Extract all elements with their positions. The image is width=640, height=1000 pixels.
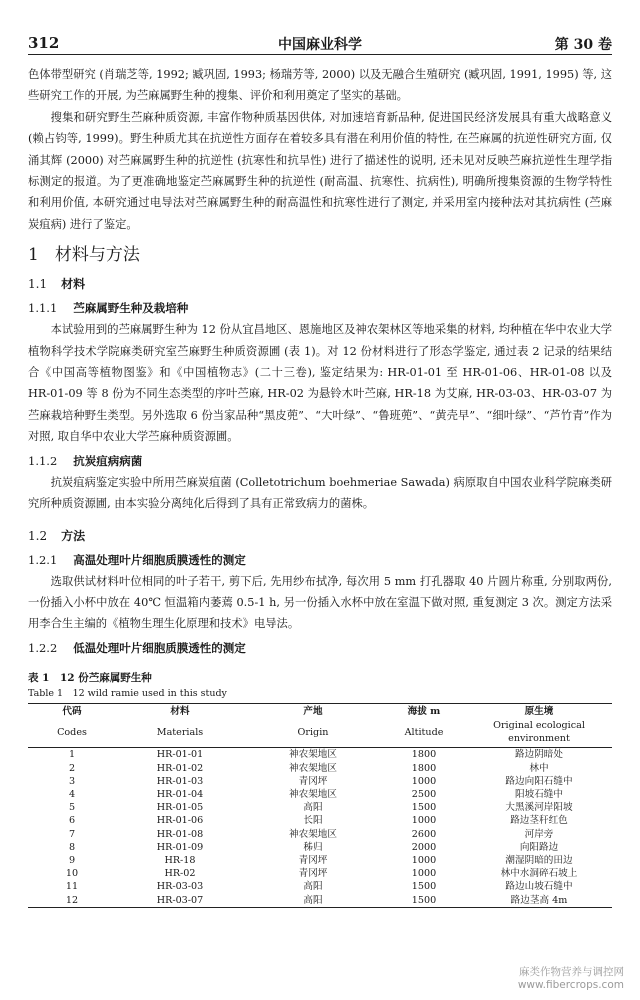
table-cell: 路边向阳石缝中: [505, 775, 573, 787]
page-number: 312: [28, 34, 60, 52]
table-cell: 高阳: [303, 881, 323, 893]
header-cell: Altitude: [382, 718, 466, 748]
journal-title: 中国麻业科学: [278, 37, 362, 53]
watermark-name: 麻类作物营养与调控网: [519, 966, 624, 978]
subsection-title: 低温处理叶片细胞质膜透性的测定: [73, 640, 246, 655]
table-cell: 高阳: [303, 894, 323, 906]
table-cell: 12: [65, 894, 79, 906]
table-cell: HR-01-02: [156, 762, 204, 774]
table-cell: 10: [65, 868, 79, 880]
table-row: [28, 801, 612, 814]
table-cell: HR-01-09: [156, 841, 204, 853]
table-row: [28, 814, 612, 827]
table-row: [28, 762, 612, 775]
table-cell: 高阳: [303, 802, 323, 814]
subsection-number: 1.1: [28, 277, 48, 292]
table-cell: 大黑溪河岸阳坡: [505, 802, 573, 814]
table-row: [28, 894, 612, 908]
table-row: [28, 748, 612, 762]
section-title: 材料与方法: [54, 245, 140, 266]
table-cell: 阳坡石缝中: [515, 788, 563, 800]
subsection-heading-1-2: [28, 525, 612, 547]
table-cell: 8: [68, 841, 76, 853]
table-cell: 青冈坪: [298, 775, 328, 787]
running-header: [28, 30, 612, 55]
table-cell: 1500: [411, 802, 437, 814]
subsection-title: 苎麻属野生种及栽培种: [73, 301, 189, 316]
subsection-heading-1-2-1: [28, 549, 612, 571]
table-cell: HR-18: [164, 854, 196, 866]
table-cell: 2000: [411, 841, 437, 853]
table-cell: HR-01-04: [156, 788, 204, 800]
header-cell: 产地: [303, 705, 323, 717]
table-cell: 神农架地区: [289, 749, 337, 761]
table-cell: 1800: [411, 749, 437, 761]
table-cell: 1: [68, 749, 76, 761]
table-cell: 1500: [411, 894, 437, 906]
table-cell: 1800: [411, 762, 437, 774]
wild-ramie-table: [28, 703, 612, 908]
volume-label: 第 30 卷: [554, 37, 612, 53]
table-cell: 秭归: [303, 841, 323, 853]
table-cell: 长阳: [303, 815, 323, 827]
table-cell: 4: [68, 788, 76, 800]
table-cell: HR-01-01: [156, 749, 204, 761]
table-cell: 11: [65, 881, 79, 893]
table-cell: 神农架地区: [289, 762, 337, 774]
table-row: [28, 841, 612, 854]
article-body: [28, 64, 612, 908]
table-cell: HR-01-03: [156, 775, 204, 787]
header-cell: Codes: [28, 718, 116, 748]
table-cell: 河岸旁: [524, 828, 554, 840]
subsection-heading-1-2-2: [28, 637, 612, 659]
header-cell: 原生境: [524, 705, 554, 717]
watermark: [518, 966, 624, 992]
table-caption-en: Table 1 12 wild ramie used in this study: [28, 687, 227, 699]
table-cell: HR-03-03: [156, 881, 204, 893]
table-cell: 7: [68, 828, 76, 840]
subsection-heading-1-1-1: [28, 297, 612, 319]
subsection-number: 1.2.2: [28, 640, 58, 655]
table-cell: 3: [68, 775, 76, 787]
table-cell: 潮湿阴暗的田边: [505, 854, 573, 866]
table-cell: 6: [68, 815, 76, 827]
table-cell: 2: [68, 762, 76, 774]
table-cell: HR-01-06: [156, 815, 204, 827]
intro-paragraph-1: 色体带型研究 (肖瑞芝等, 1992; 臧巩固, 1993; 杨瑞芳等, 2000) 以及无融合生殖研究 (臧巩固, 1991, 1995) 等, 这些研究工作的开展, 为苎麻属野生种的搜集、评价和利用奠定了坚实的基础。: [28, 68, 612, 103]
pathogen-paragraph: 抗炭疽病鉴定实验中所用苎麻炭疽菌 (Colletotrichum boehmeriae Sawada) 病原取自中国农业科学院麻类研究所种质资源圃, 由本实验分离纯化后得到了具有正常致病力的菌株。: [28, 475, 612, 511]
table-body: [28, 748, 612, 907]
subsection-number: 1.1.2: [28, 453, 58, 468]
subsection-number: 1.1.1: [28, 301, 58, 316]
intro-paragraph-2: 搜集和研究野生苎麻种质资源, 丰富作物种质基因供体, 对加速培育新品种, 促进国民经济发展具有重大战略意义 (赖占钧等, 1999)。野生种质尤其在抗逆性方面存在着较多具有潜在利用价值的特性, 在苎麻属的抗逆性研究方面, 仅涌其辉 (2000) 对苎麻属野生种的抗逆性 (抗寒性和抗旱性) 进行了描述性的说明, 还未见对反映苎麻抗逆性生理学指标测定的报道。为了更准确地鉴定苎麻属野生种的抗逆性 (耐高温、抗寒性、抗病性), 明确所搜集资源的生物学特性和利用价值, 本研究通过电导法对苎麻属野生种的耐高温性和抗寒性进行了测定, 并采用室内接种法对其抗病性 (苎麻炭疽病) 进行了鉴定。: [28, 110, 612, 231]
header-cell: Materials: [116, 718, 244, 748]
table-header-en: [28, 718, 612, 748]
table-cell: 9: [68, 854, 76, 866]
table-cell: 路边茎秆红色: [510, 815, 568, 827]
table-cell: 路边山坡石缝中: [505, 881, 573, 893]
header-cell: Original ecological environment: [466, 718, 612, 748]
table-cell: HR-01-08: [156, 828, 204, 840]
subsection-title: 高温处理叶片细胞质膜透性的测定: [73, 552, 246, 567]
subsection-heading-1-1: [28, 273, 612, 295]
table-cell: 2500: [411, 788, 437, 800]
table-cell: HR-01-05: [156, 802, 204, 814]
table-cell: 5: [68, 802, 76, 814]
header-cell: 代码: [62, 705, 82, 717]
table-cell: 神农架地区: [289, 788, 337, 800]
table-row: [28, 775, 612, 788]
high-temp-method-paragraph: 选取供试材料叶位相同的叶子若干, 剪下后, 先用纱布拭净, 每次用 5 mm 打孔器取 40 片圆片称重, 分别取两份, 一份插入小杯中放在 40℃ 恒温箱内萎蔫 0.5-1 h, 另一份插入水杯中放在室温下做对照, 重复测定 3 次。测定方法采用李合生主编的《植物生理生化原理和技术》电导法。: [28, 574, 612, 631]
table-row: [28, 867, 612, 880]
section-heading-1: [28, 241, 612, 269]
table-caption: [28, 671, 612, 701]
header-cell: 海拔 m: [407, 705, 441, 717]
table-cell: HR-02: [164, 868, 196, 880]
table-row: [28, 828, 612, 841]
table-cell: 向阳路边: [519, 841, 559, 853]
table-cell: 青冈坪: [298, 854, 328, 866]
subsection-title: 材料: [61, 277, 86, 292]
watermark-url: www.fibercrops.com: [517, 979, 624, 991]
table-cell: 路边茎高 4m: [510, 894, 568, 906]
header-cell: Origin: [244, 718, 382, 748]
subsection-number: 1.2.1: [28, 552, 58, 567]
materials-paragraph: 本试验用到的苎麻属野生种为 12 份从宜昌地区、恩施地区及神农架林区等地采集的材料, 均种植在华中农业大学植物科学技术学院麻类研究室苎麻野生种质资源圃 (表 1)。对 12 份材料进行了形态学鉴定, 通过表 2 记录的结果结合《中国高等植物图鉴》和《中国植物志》(二十三卷), 鉴定结果为: HR-01-01 至 HR-01-06、HR-01-08 以及 HR-01-09 等 8 份为不同生态类型的序叶苎麻, HR-02 为悬铃木叶苎麻, HR-18 为艾麻, HR-03-03、HR-03-07 为苎麻栽培种野生类型。另外选取 6 份当家品种“黑皮蔸”、“大叶绿”、“鲁班蔸”、“黄壳早”、“细叶绿”、“芦竹青”作为对照, 取自华中农业大学苎麻种质资源圃。: [28, 323, 612, 444]
table-cell: 1000: [411, 868, 437, 880]
table-header-cn: [28, 703, 612, 718]
subsection-title: 方法: [61, 528, 86, 543]
table-cell: 1000: [411, 775, 437, 787]
table-cell: 神农架地区: [289, 828, 337, 840]
table-cell: 路边阴暗处: [515, 749, 563, 761]
header-cell: 材料: [170, 705, 190, 717]
subsection-title: 抗炭疽病病菌: [73, 453, 143, 468]
subsection-number: 1.2: [28, 528, 48, 543]
section-number: 1: [28, 245, 39, 266]
table-cell: 林中: [529, 762, 549, 774]
table-cell: HR-03-07: [156, 894, 204, 906]
table-row: [28, 880, 612, 893]
table-caption-cn: 表 1 12 份苎麻属野生种: [28, 671, 152, 684]
table-cell: 1000: [411, 854, 437, 866]
table-cell: 2600: [411, 828, 437, 840]
table-cell: 1500: [411, 881, 437, 893]
table-cell: 1000: [411, 815, 437, 827]
table-row: [28, 854, 612, 867]
table-row: [28, 788, 612, 801]
table-cell: 青冈坪: [298, 868, 328, 880]
table-cell: 林中水洞碎石坡上: [500, 868, 578, 880]
subsection-heading-1-1-2: [28, 450, 612, 472]
